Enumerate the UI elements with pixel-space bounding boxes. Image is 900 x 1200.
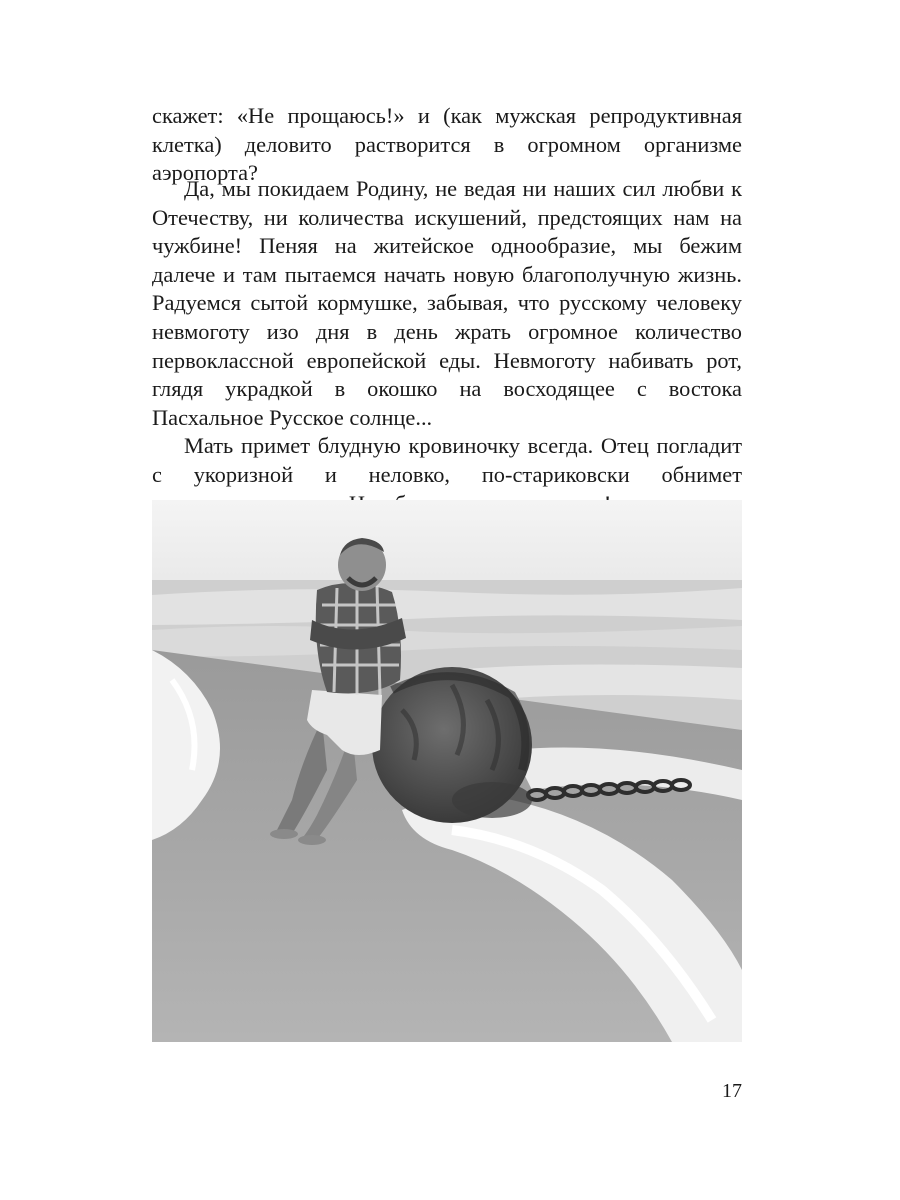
paragraph: Да, мы покидаем Родину, не ведая ни наших сил любви к Отечеству, ни количества искушений, предстоящих нам на чужбине! Пеняя на житейское однообразие, мы бежим далече и там пытаемся начать новую благополучную жизнь. Радуемся сытой кормушке, забывая, что русскому человеку невмоготу изо дня в день жрать огромное количество первоклассной европейской еды. Невмоготу набивать рот, глядя украдкой в окошко на восходящее с востока Пасхальное Русское солнце...: [152, 176, 742, 430]
photo-man-on-sea-mine: [152, 500, 742, 1042]
paragraph-continuation: скажет: «Не прощаюсь!» и (как мужская репродуктивная клетка) деловито растворится в огромном организме аэропорта?: [152, 103, 742, 186]
page-number: 17: [722, 1080, 742, 1102]
photo-illustration: [152, 500, 742, 1042]
text-block-main: [152, 175, 742, 547]
paragraph: Мать примет блудную кровиночку всегда. Отец погладит с укоризной и неловко, по-стариковски обнимет: [152, 433, 742, 487]
